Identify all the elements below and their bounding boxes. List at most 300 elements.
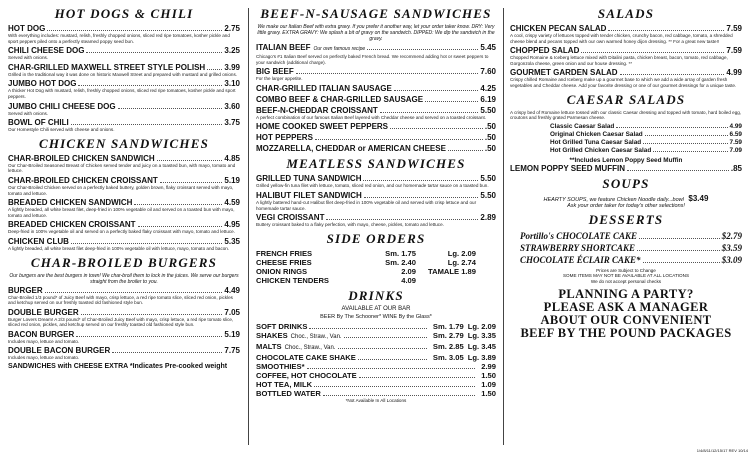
dot-leader [207, 69, 222, 70]
dot-leader [326, 219, 478, 220]
section-title-hot-dogs: HOT DOGS & CHILI [54, 6, 194, 21]
item-price: 4.85 [224, 153, 240, 163]
menu-item [8, 176, 240, 196]
fine-print-prices: Prices are Subject to Change [596, 267, 656, 273]
soup-description: HEARTY SOUPS, we feature Chicken Noodle daily...bowl [543, 196, 684, 203]
item-name-text: BEEF-N-CHEDDAR CROISSANT [256, 105, 378, 115]
drink-name: CHOCOLATE CAKE SHAKE [256, 352, 356, 362]
item-description: Served with onions. [8, 110, 49, 116]
item-description: For the larger appetite. [256, 76, 303, 82]
party-line: PLEASE ASK A MANAGER [543, 299, 709, 314]
item-price: 5.19 [224, 329, 240, 339]
menu-item [256, 43, 496, 65]
side-order-row [256, 276, 496, 285]
menu-item [8, 118, 240, 133]
dot-leader [76, 336, 222, 337]
caesar-salad-row [550, 139, 742, 147]
party-banner [510, 288, 742, 340]
dot-leader [364, 197, 479, 198]
item-price: 3.10 [224, 79, 240, 89]
item-price: 5.50 [480, 174, 496, 184]
drinks-list [256, 322, 496, 398]
item-price: 2.89 [480, 213, 496, 223]
drink-name: MALTS [256, 341, 282, 351]
dot-leader [620, 74, 725, 75]
menu-item [256, 174, 496, 189]
menu-item [8, 308, 240, 328]
item-name [8, 330, 74, 339]
side-price-large [416, 276, 476, 285]
dot-leader [358, 359, 427, 360]
section-title-meatless: MEATLESS SANDWICHES [286, 156, 466, 172]
menu-item [8, 330, 240, 345]
side-price-large: Lg. 2.09 [447, 248, 476, 258]
item-name [8, 176, 158, 185]
item-price: 3.75 [224, 118, 240, 128]
item-name-text: HOME COOKED SWEET PEPPERS [256, 122, 389, 132]
drink-name: BOTTLED WATER [256, 388, 321, 398]
drink-flavors: Choc., Straw., Van. [284, 344, 336, 351]
drinks-footnote: *Not Available In All Locations [345, 397, 407, 403]
item-name [510, 68, 618, 77]
item-name-text: MOZZARELLA, CHEDDAR or AMERICAN CHEESE [256, 144, 446, 154]
menu-item-row [8, 198, 240, 207]
item-description: Char-Broiled 1/3 pound* of Juicy Beef with mayo, crisp lettuce, a red ripe tomato slice, sliced red onion, pickles and ketchup served on our freshly toasted old fashioned style bun. [8, 294, 233, 306]
item-name-text: VEGI CROISSANT [256, 213, 325, 223]
dot-leader [160, 182, 223, 183]
item-price: 5.50 [480, 105, 496, 115]
item-description: Grilled in the traditional way it was done on historic Maxwell Street and prepared with mustard and grilled onions. [8, 71, 238, 77]
menu-item-row [256, 106, 496, 115]
menu-item-row [256, 191, 496, 200]
item-name [8, 46, 84, 55]
dot-leader [380, 112, 479, 113]
item-name [8, 118, 69, 127]
menu-item [510, 24, 742, 44]
drink-price-small: Sm. 3.05 [432, 352, 464, 362]
item-name [8, 286, 43, 295]
caesar-name: Hot Grilled Tuna Caesar Salad [550, 138, 642, 146]
caesar-list [510, 123, 742, 155]
menu-item [256, 133, 496, 142]
drink-price-large: 1.50 [481, 370, 496, 380]
side-name: CHEESE FRIES [256, 257, 312, 267]
menu-item [8, 63, 240, 78]
menu-item-row [8, 237, 240, 246]
item-name [256, 133, 313, 142]
dot-leader [581, 52, 724, 53]
menu-item-row [8, 63, 240, 72]
side-price-large: Lg. 2.74 [447, 257, 476, 267]
side-name: FRENCH FRIES [256, 248, 313, 258]
muffin-item [510, 164, 742, 173]
drink-price-large: 1.09 [481, 379, 496, 389]
dot-leader [425, 101, 478, 102]
chicken-sandwiches-list [8, 154, 240, 252]
soup-note: Ask your order taker for today's other selections! [567, 202, 685, 209]
dessert-price: $2.79 [721, 230, 742, 241]
item-name [256, 174, 361, 183]
item-name [510, 24, 606, 33]
item-name [510, 46, 579, 55]
item-name-text: CHILI CHEESE DOG [8, 46, 85, 56]
item-name-text: BURGER [8, 285, 43, 295]
item-price: .50 [484, 122, 496, 132]
item-name-text: CHICKEN PECAN SALAD [510, 24, 607, 33]
item-price: .50 [484, 133, 496, 143]
section-title-beef-sausage: BEEF-N-SAUSAGE SANDWICHES [260, 6, 492, 21]
menu-column-middle [256, 6, 496, 451]
caesar-price: 4.99 [729, 122, 742, 130]
side-price-small: Sm. 1.75 [385, 248, 416, 258]
menu-item [8, 198, 240, 218]
side-price-small: 2.09 [401, 266, 416, 276]
caesar-price: 6.59 [729, 130, 742, 138]
item-name [8, 102, 116, 111]
dot-leader [608, 30, 724, 31]
menu-item-row [8, 102, 240, 111]
item-name [8, 24, 45, 33]
item-name-text: DOUBLE BURGER [8, 307, 79, 317]
item-description: Crispy chilled Romaine and Iceberg make up a gourmet base to which we add a wide array of garden fresh vegetables and Cheddar cheese. Add your favorite dressing or one of our gourmet dressings for a unique taste. [510, 77, 737, 88]
caesar-salad-row [550, 123, 742, 131]
item-description: Includes mayo, lettuce and tomato. [8, 355, 80, 361]
item-name [256, 122, 388, 131]
drink-price-large: Lg. 3.89 [467, 352, 496, 362]
item-name-text: GOURMET GARDEN SALAD [510, 68, 618, 78]
section-title-side-orders: SIDE ORDERS [326, 230, 426, 246]
meatless-list [256, 174, 496, 227]
menu-item [256, 95, 496, 104]
menu-item-row [8, 220, 240, 229]
item-price: 3.25 [224, 46, 240, 56]
soup-price: $3.49 [688, 193, 709, 203]
drink-row [256, 322, 496, 331]
drink-price-large: Lg. 3.35 [467, 330, 496, 340]
item-name: LEMON POPPY SEED MUFFIN [510, 163, 625, 173]
section-title-salads: SALADS [597, 6, 655, 21]
item-name [8, 237, 69, 246]
item-name-text: BIG BEEF [256, 67, 294, 77]
item-price: 2.75 [224, 24, 240, 33]
item-name-text: COMBO BEEF & CHAR-GRILLED SAUSAGE [256, 94, 424, 104]
item-price: 5.50 [480, 190, 496, 200]
dot-leader [653, 151, 727, 152]
dessert-name: STRAWBERRY SHORTCAKE [520, 242, 635, 253]
menu-column-left [8, 6, 240, 451]
item-price: 5.45 [480, 43, 496, 52]
item-price: .50 [484, 144, 496, 154]
menu-item [256, 191, 496, 211]
item-description: Served with onions. [8, 55, 49, 61]
item-name [8, 220, 136, 229]
dessert-row [520, 254, 742, 266]
item-price: .85 [730, 163, 742, 173]
drink-name: SOFT DRINKS [256, 321, 308, 331]
caesar-salad-row [550, 131, 742, 139]
dot-leader [390, 128, 483, 129]
menu-item [256, 144, 496, 153]
hot-dogs-list [8, 24, 240, 133]
menu-item-row [256, 133, 496, 142]
item-name-text: BREADED CHICKEN CROISSANT [8, 220, 136, 230]
item-description: Grilled yellow-fin tuna filet with lettuce, tomato, sliced red onion, and our homemade tartar sauce on a toasted bun. [256, 183, 489, 189]
caesar-name: Classic Caesar Salad [550, 122, 615, 130]
drink-price-small: Sm. 1.79 [432, 321, 464, 331]
caesar-description: A crispy bed of Romaine lettuce tossed with our classic Caesar dressing and topped with tomato, hard boiled egg, croutons and freshly grated Parmesan cheese. [510, 109, 742, 121]
item-description: A lightly battered hand-cut Halibut filet deep-fried in 100% vegetable oil and served with crisp lettuce and our homemade tartar sauce. [256, 199, 477, 211]
side-name: CHICKEN TENDERS [256, 275, 329, 285]
item-name [8, 79, 76, 88]
dot-leader [157, 160, 223, 161]
item-description: Buttery croissant baked to a flaky perfection, with mayo, cheese, pickles, tomato and lettuce. [256, 222, 444, 228]
menu-item-row [256, 67, 496, 76]
soup-line [510, 194, 742, 203]
item-name [8, 346, 110, 355]
drink-price-large: 2.99 [481, 361, 496, 371]
drink-row [256, 362, 496, 371]
menu-item-row [256, 144, 496, 153]
menu-item [8, 220, 240, 235]
salads-list [510, 24, 742, 89]
menu-item-row [8, 176, 240, 185]
menu-item [8, 346, 240, 361]
column-divider [503, 8, 504, 445]
menu-item [8, 237, 240, 252]
drink-row [256, 342, 496, 353]
item-name-text: JUMBO CHILI CHEESE DOG [8, 101, 116, 111]
drink-name: SMOOTHIES* [256, 361, 305, 371]
item-price: 4.25 [480, 83, 496, 93]
dot-leader [307, 368, 476, 369]
dot-leader [643, 262, 720, 263]
dot-leader [309, 328, 426, 329]
item-name [256, 191, 362, 200]
drink-flavors: Choc., Straw., Van. [290, 333, 342, 340]
menu-item-row [8, 154, 240, 163]
section-title-burgers: CHAR-BROILED BURGERS [30, 254, 218, 270]
drink-row [256, 353, 496, 362]
dot-leader [118, 108, 223, 109]
dessert-row [520, 242, 742, 254]
side-price-small: 4.09 [401, 275, 416, 285]
menu-item-row [8, 79, 240, 88]
item-description: Burger Lovers Dream! A 2/3 pound* of Char-Broiled Juicy Beef with mayo, crisp lettuce, a red ripe tomato slice, sliced red onion, pickles, and ketchup served on our freshly toasted old fashioned style bun. [8, 316, 234, 328]
dot-leader [363, 180, 478, 181]
drink-row [256, 389, 496, 398]
drink-row [256, 371, 496, 380]
dot-leader [344, 337, 427, 338]
menu-item [8, 154, 240, 174]
menu-item-row [8, 24, 240, 33]
section-title-soups: SOUPS [602, 175, 650, 191]
menu-item [8, 79, 240, 99]
item-description: Our Homestyle Chili served with cheese and onions. [8, 127, 115, 133]
item-name-text: BOWL OF CHILI [8, 118, 69, 128]
item-name [8, 154, 155, 163]
section-title-drinks: DRINKS [348, 287, 404, 303]
item-tagline: Our own famous recipe [313, 46, 366, 52]
dot-leader [639, 238, 720, 239]
menu-item-row [256, 122, 496, 131]
beef-subtitle: We make our Italian Beef with extra gravy. If you prefer it another way, let your order taker know. DRY: Very little gravy. EXTRA GRAVY: We splash a bit of gravy on the sandwich. DIPPED: We dip the sandwich in the gravy. [257, 24, 495, 42]
cheese-extra-note: SANDWICHES with CHEESE EXTRA *Indicates Pre-cooked weight [8, 363, 228, 371]
item-price: 3.99 [224, 62, 240, 72]
side-name: ONION RINGS [256, 266, 308, 276]
item-name-text: HOT PEPPERS [256, 133, 313, 143]
muffin-note: **Includes Lemon Poppy Seed Muffin [569, 156, 683, 164]
item-name-text: JUMBO HOT DOG [8, 79, 77, 89]
item-price: 7.75 [224, 346, 240, 356]
item-name-text: CHAR-GRILLED MAXWELL STREET STYLE POLISH [8, 62, 206, 72]
dot-leader [315, 139, 483, 140]
caesar-price: 7.59 [729, 138, 742, 146]
menu-item-row [256, 213, 496, 222]
item-description: Our Char-Broiled Chicken served on a perfectly baked buttery, golden brown, flaky croissant served with mayo, tomato and lettuce. [8, 184, 234, 196]
menu-item [256, 67, 496, 82]
dot-leader [81, 314, 223, 315]
version-code: 1/4/8/11/12/15/17 REV 10/14 [696, 448, 748, 453]
burgers-list [8, 286, 240, 362]
menu-item-row [8, 118, 240, 127]
drink-price-large: Lg. 2.09 [467, 321, 496, 331]
party-line: PLANNING A PARTY? [558, 286, 694, 301]
item-description: Includes mayo, lettuce and tomato. [8, 338, 80, 344]
menu-item [256, 106, 496, 121]
fine-print-checks: We do not accept personal checks [590, 278, 662, 284]
item-description: Chopped Romaine & Iceberg lettuce mixed with Ditalini pasta, chicken breast, bacon, tomato, red cabbage, Gorgonzola cheese, green onion and our house dressing. ** [510, 55, 728, 66]
menu-item-row [256, 43, 496, 54]
menu-item [256, 84, 496, 93]
side-order-row [256, 267, 496, 276]
drink-price-small: Sm. 2.79 [432, 330, 464, 340]
item-name-text: CHAR-BROILED CHICKEN SANDWICH [8, 153, 155, 163]
burgers-subtitle: Our burgers are the best burgers in town! We char-broil them to lock in the juices. We serve our burgers straight from the broiler to you. [9, 272, 239, 285]
item-price: 7.60 [480, 67, 496, 77]
side-price-small: Sm. 2.40 [385, 257, 416, 267]
menu-item-row [256, 84, 496, 93]
item-name [256, 84, 392, 93]
drink-name: COFFEE, HOT CHOCOLATE [256, 370, 357, 380]
item-description: A lightly breaded, all white breast filet deep-fried in 100% vegetable oil with lettuce, mayo, tomato and bacon. [8, 245, 230, 251]
item-name [8, 308, 79, 317]
dot-leader [134, 204, 222, 205]
menu-item-row [510, 68, 742, 77]
dot-leader [45, 292, 223, 293]
item-price: 4.49 [224, 285, 240, 295]
dot-leader [78, 85, 222, 86]
fine-print-availability: SOME ITEMS MAY NOT BE AVAILABLE AT ALL LOCATIONS [562, 273, 690, 279]
section-title-caesar-salads: CAESAR SALADS [566, 91, 686, 107]
menu-item-row [8, 330, 240, 339]
menu-item-row [256, 174, 496, 183]
item-description: Chicago's #1 Italian Beef served on perfectly baked French bread. We recommend adding hot or sweet peppers to your sandwich (additional charge). [256, 54, 489, 65]
item-price: 6.19 [480, 94, 496, 104]
item-price: 3.60 [224, 101, 240, 111]
dot-leader [394, 90, 479, 91]
item-name-text: CHAR-GRILLED ITALIAN SAUSAGE [256, 83, 392, 93]
menu-item-row [8, 308, 240, 317]
caesar-name: Original Chicken Caesar Salad [550, 130, 643, 138]
item-name [256, 144, 446, 153]
column-divider [248, 8, 249, 445]
drink-name: SHAKES [256, 330, 288, 340]
menu-item [8, 102, 240, 117]
dot-leader [323, 395, 475, 396]
dot-leader [112, 352, 222, 353]
dot-leader [86, 52, 222, 53]
menu-item [510, 46, 742, 66]
dot-leader [47, 30, 222, 31]
item-price: 5.35 [224, 236, 240, 246]
caesar-salad-row [550, 147, 742, 155]
dot-leader [71, 243, 223, 244]
dessert-name: Portillo's CHOCOLATE CAKE [520, 230, 638, 241]
item-name [8, 198, 132, 207]
item-name-text: HOT DOG [8, 24, 46, 33]
drink-price-large: 1.50 [481, 388, 496, 398]
item-name-text: CHAR-BROILED CHICKEN CROISSANT [8, 175, 158, 185]
item-description: A thicker Hot Dog with mustard, relish, freshly chopped onions, sliced red ripe tomatoes, kosher pickle and sport peppers. [8, 88, 236, 99]
item-name-text: CHICKEN CLUB [8, 236, 69, 246]
drinks-bar-note: AVAILABLE AT OUR BAR [341, 305, 411, 312]
item-description: Deep-fried in 100% vegetable oil and served on a perfectly baked flaky croissant with mayo, tomato and lettuce. [8, 229, 236, 235]
menu-item-row [256, 95, 496, 104]
menu-item-row [510, 46, 742, 55]
beef-sausage-list [256, 43, 496, 153]
item-name-text: HALIBUT FILET SANDWICH [256, 190, 362, 200]
dot-leader [296, 73, 479, 74]
caesar-name: Hot Grilled Chicken Caesar Salad [550, 146, 652, 154]
dot-leader [448, 150, 483, 151]
drink-price-small: Sm. 2.85 [432, 341, 464, 351]
menu-item-row [8, 346, 240, 355]
item-price: 4.99 [726, 68, 742, 78]
drink-row [256, 380, 496, 389]
dot-leader [627, 170, 729, 171]
item-description: A cool, crispy variety of lettuces topped with tender chicken, crunchy bacon, red cabbage, tomato, a shredded cheese blend and pecans topped with our own warmed honey dijon dressing. ** For a great new taste!! [510, 33, 733, 44]
drink-name: HOT TEA, MILK [256, 379, 313, 389]
item-name-text: GRILLED TUNA SANDWICH [256, 174, 362, 184]
item-name [256, 95, 423, 104]
item-description: Our Char-Broiled Seasoned Breast of Chicken served tender and juicy on a toasted bun, with mayo, tomato and lettuce. [8, 162, 236, 174]
item-description: A lightly breaded, all white breast filet, deep-fried in 100% vegetable oil and served on a toasted bun with mayo, tomato and lettuce. [8, 207, 235, 218]
item-price: 5.19 [224, 175, 240, 185]
dot-leader [71, 124, 223, 125]
side-order-row [256, 258, 496, 267]
party-line: ABOUT OUR CONVENIENT [540, 312, 712, 327]
item-name-text: DOUBLE BACON BURGER [8, 346, 111, 356]
item-price: 7.59 [726, 24, 742, 33]
caesar-price: 7.09 [729, 146, 742, 154]
menu-item-row [8, 46, 240, 55]
dot-leader [367, 49, 478, 50]
dot-leader [643, 143, 727, 144]
drink-price-large: Lg. 3.45 [467, 341, 496, 351]
side-order-row [256, 249, 496, 258]
dessert-price: $3.09 [721, 254, 742, 265]
item-name [8, 63, 205, 72]
menu-item [8, 24, 240, 44]
menu-item [8, 46, 240, 61]
drink-row [256, 331, 496, 342]
dot-leader [616, 127, 727, 128]
item-description: A perfect combination of our famous Italian Beef layered with Cheddar cheese and served on a toasted croissant. [256, 114, 487, 120]
item-price: 7.59 [726, 46, 742, 56]
dessert-row [520, 230, 742, 242]
menu-item-row [510, 24, 742, 33]
item-name [256, 67, 294, 76]
